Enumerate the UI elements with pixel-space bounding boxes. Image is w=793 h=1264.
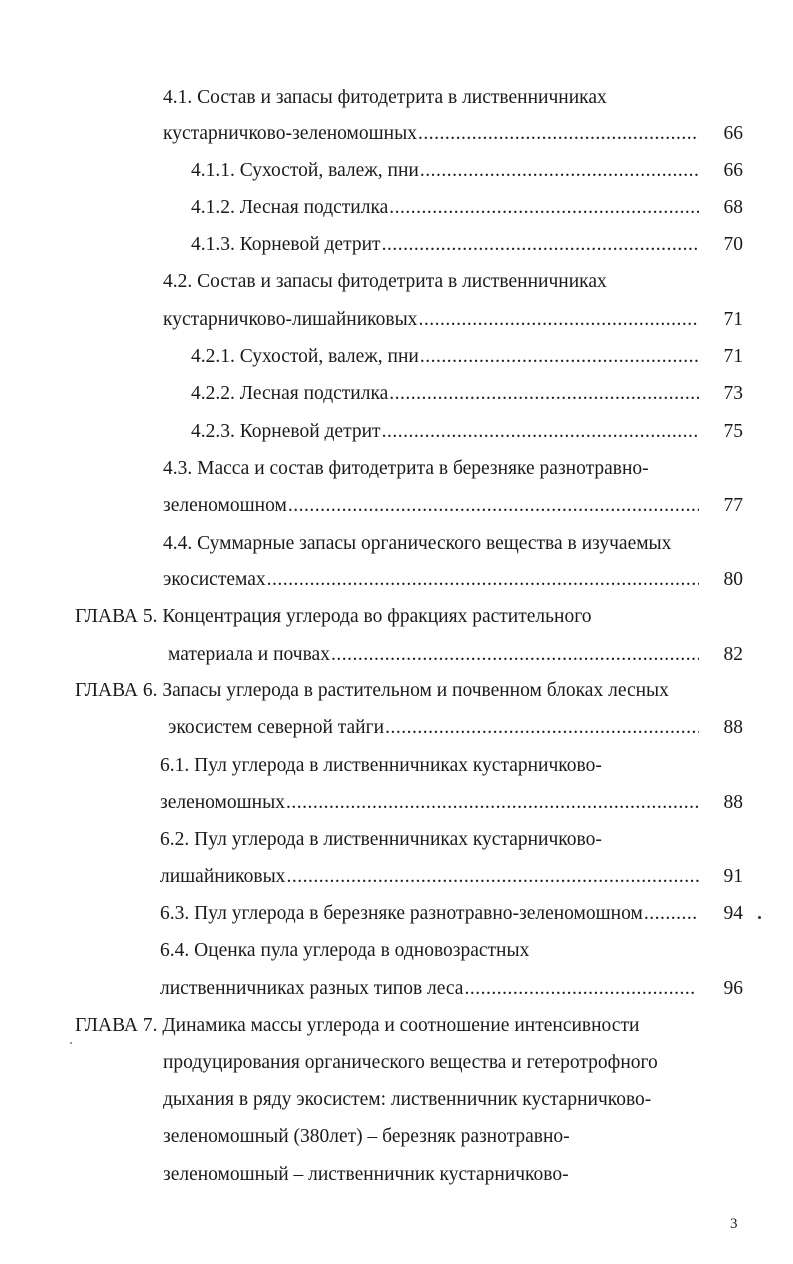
dot-leader — [286, 789, 699, 817]
dot-leader — [389, 194, 699, 222]
toc-page-number: 77 — [723, 495, 743, 516]
toc-chapter-5-line2: материала и почвах ..... — [168, 641, 699, 669]
toc-heading-6-4-line1: 6.4. Оценка пула углерода в одновозрастных — [160, 940, 530, 961]
dot-leader — [288, 492, 699, 520]
toc-page-number: 75 — [723, 421, 743, 442]
toc-page-number: 66 — [723, 123, 743, 144]
toc-entry-4-2-2: 4.2.2. Лесная подстилка ..... — [191, 380, 699, 408]
toc-page-number: 88 — [723, 792, 743, 813]
toc-heading-4-4-line2: экосистемах ..... — [163, 566, 699, 594]
toc-chapter-7-line1: ГЛАВА 7. Динамика массы углерода и соотношение интенсивности — [75, 1015, 640, 1036]
toc-heading-6-1-line1: 6.1. Пул углерода в лиственничниках кустарничково- — [160, 755, 602, 776]
toc-page-number: 71 — [723, 346, 743, 367]
toc-chapter-6-line2: экосистем северной тайги ..... — [168, 714, 699, 742]
dot-leader — [385, 714, 699, 742]
dot-leader — [382, 418, 699, 446]
toc-page-number: 94 — [723, 903, 743, 924]
toc-entry-4-2-1: 4.2.1. Сухостой, валеж, пни ..... — [191, 343, 699, 371]
toc-page-number: 73 — [723, 383, 743, 404]
page-number: 3 — [730, 1216, 738, 1232]
toc-entry-4-1-2: 4.1.2. Лесная подстилка ..... — [191, 194, 699, 222]
toc-page-number: 70 — [723, 234, 743, 255]
toc-page-number: 82 — [723, 644, 743, 665]
toc-heading-4-4-line1: 4.4. Суммарные запасы органического вещества в изучаемых — [163, 533, 672, 554]
toc-heading-6-1-line2: зеленомошных ..... — [160, 789, 699, 817]
dot-leader — [644, 900, 699, 928]
dot-leader — [420, 157, 699, 185]
dot-leader — [418, 306, 699, 334]
toc-chapter-7-line4: зеленомошный (380лет) – березняк разнотравно- — [163, 1126, 570, 1147]
toc-entry-4-1-1: 4.1.1. Сухостой, валеж, пни ..... — [191, 157, 699, 185]
toc-entry-4-2-3: 4.2.3. Корневой детрит ..... — [191, 418, 699, 446]
toc-heading-4-3-line2: зеленомошном ..... — [163, 492, 699, 520]
dot-leader — [420, 343, 699, 371]
toc-heading-6-4-line2: лиственничниках разных типов леса ..... — [160, 975, 696, 1003]
toc-page-number: 68 — [723, 197, 743, 218]
toc-heading-4-1-line1: 4.1. Состав и запасы фитодетрита в лиственничниках — [163, 87, 607, 108]
toc-chapter-6-line1: ГЛАВА 6. Запасы углерода в растительном и почвенном блоках лесных — [75, 680, 669, 701]
toc-page-number: 80 — [723, 569, 743, 590]
toc-chapter-7-line3: дыхания в ряду экосистем: лиственничник кустарничково- — [163, 1089, 652, 1110]
toc-heading-4-1-line2: кустарничково-зеленомошных ..... — [163, 120, 699, 148]
dot-leader — [464, 975, 696, 1003]
dot-leader — [331, 641, 699, 669]
dot-leader — [382, 231, 699, 259]
toc-entry-4-1-3: 4.1.3. Корневой детрит ..... — [191, 231, 699, 259]
toc-heading-6-2-line1: 6.2. Пул углерода в лиственничниках кустарничково- — [160, 829, 602, 850]
scan-speck — [758, 916, 761, 919]
toc-heading-6-3: 6.3. Пул углерода в березняке разнотравно-зеленомошном ..... — [160, 900, 699, 928]
toc-chapter-5-line1: ГЛАВА 5. Концентрация углерода во фракциях растительного — [75, 606, 592, 627]
dot-leader — [267, 566, 699, 594]
toc-page-number: 71 — [723, 309, 743, 330]
toc-page-number: 88 — [723, 717, 743, 738]
scan-speck — [70, 1042, 72, 1044]
toc-heading-4-3-line1: 4.3. Масса и состав фитодетрита в березняке разнотравно- — [163, 458, 649, 479]
toc-page-number: 96 — [723, 978, 743, 999]
toc-page-number: 91 — [723, 866, 743, 887]
toc-heading-4-2-line2: кустарничково-лишайниковых ..... — [163, 306, 699, 334]
toc-heading-4-2-line1: 4.2. Состав и запасы фитодетрита в лиственничниках — [163, 271, 607, 292]
toc-page-number: 66 — [723, 160, 743, 181]
dot-leader — [418, 120, 699, 148]
toc-heading-6-2-line2: лишайниковых ..... — [160, 863, 699, 891]
dot-leader — [286, 863, 699, 891]
toc-chapter-7-line2: продуцирования органического вещества и гетеротрофного — [163, 1052, 658, 1073]
toc-chapter-7-line5: зеленомошный – лиственничник кустарничково- — [163, 1164, 569, 1185]
dot-leader — [389, 380, 699, 408]
